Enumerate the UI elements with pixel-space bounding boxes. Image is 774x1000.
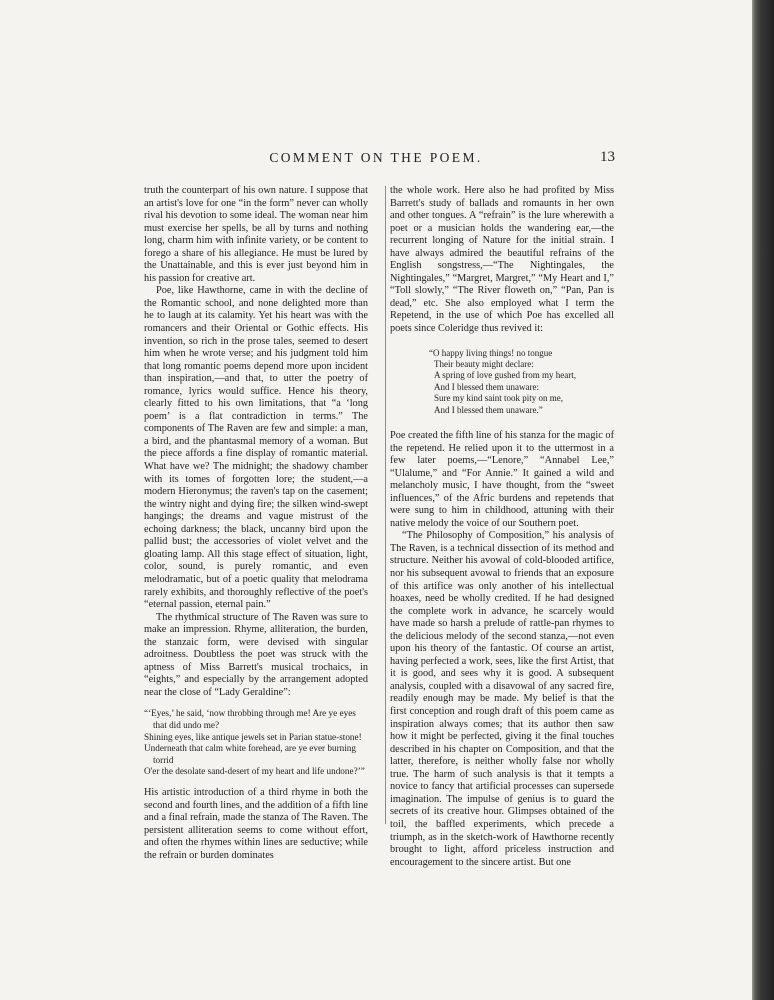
verse-line: “‘Eyes,’ he said, ‘now throbbing through me! Are ye eyes that did undo me?	[144, 708, 356, 731]
paragraph: Poe, like Hawthorne, came in with the decline of the Romantic school, and none delighted more than he to laugh at its calamity. Yet his heart was with the romancers and their Oriental or Gothic effects. His invention, so rich in the prose tales, seemed to desert him when he wrote verse; and his judgment told him that long romantic poems depend more upon incident than inspiration,—and that, to utter the poetry of romance, lyrics would suffice. Hence his theory, clearly fitted to his own limitations, that “a ‘long poem’ is a flat contradiction in terms.” The components of The Raven are few and simple: a man, a bird, and the phantasmal memory of a woman. But the piece affords a fine display of romantic material. What have we? The midnight; the shadowy chamber with its tomes of forgotten lore; the student,—a modern Hieronymus; the raven's tap on the casement; the wintry night and dying fire; the silken wind-swept hangings; the dreams and vague mistrust of the echoing darkness; the black, uncanny bird upon the pallid bust; the accessories of violet velvet and the gloating lamp. All this stage effect of situation, light, color, sound, is purely romantic, and even melodramatic, but of a poetic quality that melodrama rarely exhibits, and thoroughly reflective of the poet's “eternal passion, eternal pain.”	[144, 285, 368, 611]
column-divider	[385, 186, 386, 824]
paragraph: The rhythmical structure of The Raven was sure to make an impression. Rhyme, alliteration, the burden, the stanzaic form, were devised with singular adroitness. Doubtless the poet was struck with the aptness of Miss Barrett's musical trochaics, in “eights,” and especially by the arrangement adopted near the close of “Lady Geraldine”:	[144, 611, 368, 698]
page-edge-shadow	[752, 0, 774, 1000]
running-head	[0, 150, 752, 170]
verse-line: “O happy living things! no tongue	[429, 347, 553, 358]
verse-line: Their beauty might declare:	[434, 358, 534, 369]
verse-line: Sure my kind saint took pity on me,	[434, 393, 563, 404]
verse-line: Underneath that calm white forehead, are ye ever burning torrid	[144, 743, 356, 765]
page-number: 13	[600, 149, 615, 165]
paragraph: truth the counterpart of his own nature. I suppose that an artist's love for one “in the form” never can wholly rival his devotion to some ideal. The woman near him must exercise her spells, be all by turns and nothing long, charm him with infinite variety, or be content to forego a share of his allegiance. He must be lured by the Unattainable, and this is ever just beyond him in his passion for creative art.	[144, 185, 368, 284]
paragraph: Poe created the fifth line of his stanza for the magic of the repetend. He relied upon it to the uttermost in a few later poems,—“Lenore,” “Annabel Lee,” “Ulalume,” and “For Annie.” It gained a wild and melancholy music, I have thought, from the “sweet influences,” of the Afric burdens and repetends that were sung to him in childhood, attuning with their native melody the voice of our Southern poet.	[390, 430, 614, 529]
verse-quote	[144, 708, 368, 778]
verse-line: Shining eyes, like antique jewels set in Parian statue-stone!	[144, 731, 362, 742]
right-column	[390, 185, 614, 869]
verse-line: And I blessed them unaware.”	[434, 404, 543, 415]
page-title: COMMENT ON THE POEM.	[269, 150, 483, 165]
verse-quote	[429, 347, 614, 416]
paragraph: the whole work. Here also he had profited by Miss Barrett's study of ballads and romaunts in her own and other tongues. A “refrain” is the lure wherewith a poet or a musician holds the wandering ear,—the recurrent longing of Nature for the initial strain. I have always admired the beautiful refrains of the English songstress,—“The Nightingales, the Nightingales,” “Margret, Margret,” “My Heart and I,” “Toll slowly,” “The River floweth on,” “Pan, Pan is dead,” etc. She also employed what I term the Repetend, in the use of which Poe has excelled all poets since Coleridge thus revived it:	[390, 185, 614, 335]
verse-line: And I blessed them unaware:	[434, 381, 539, 392]
verse-line: A spring of love gushed from my heart,	[434, 370, 576, 381]
paragraph: His artistic introduction of a third rhyme in both the second and fourth lines, and the addition of a fifth line and a final refrain, made the stanza of The Raven. The persistent alliteration seems to come without effort, and often the rhymes within lines are seductive; while the refrain or burden dominates	[144, 786, 368, 861]
left-column	[144, 185, 368, 862]
verse-line: O'er the desolate sand-desert of my heart and life undone?’”	[144, 766, 365, 777]
paragraph: “The Philosophy of Composition,” his analysis of The Raven, is a technical dissection of its method and structure. Neither his avowal of cold-blooded artifice, nor his subsequent avowal to friends that an exposure of this artifice was only another of his intellectual hoaxes, need be wholly credited. If he had designed the complete work in advance, he scarcely would have made so harsh a prelude of rattle-pan rhymes to the delicious melody of the second stanza,—not even upon his theory of the fantastic. Of course an artist, having perfected a work, sees, like the first Artist, that it is good, and sees why it is good. A subsequent analysis, coupled with a disavowal of any sacred fire, readily enough may be made. My belief is that the first conception and rough draft of this poem came as inspiration always comes; that its author then saw how it might be perfected, giving it the final touches described in his chapter on Composition, and that the latter, therefore, is neither wholly false nor wholly true. The harm of such analysis is that it tempts a novice to fancy that artificial processes can supersede imagination. The impulse of genius is to guard the secrets of its creative hour. Glimpses obtained of the toil, the baffled experiments, which precede a triumph, as in the sketch-work of Hawthorne recently brought to light, afford priceless instruction and encouragement to the sincere artist. But one	[390, 530, 614, 868]
